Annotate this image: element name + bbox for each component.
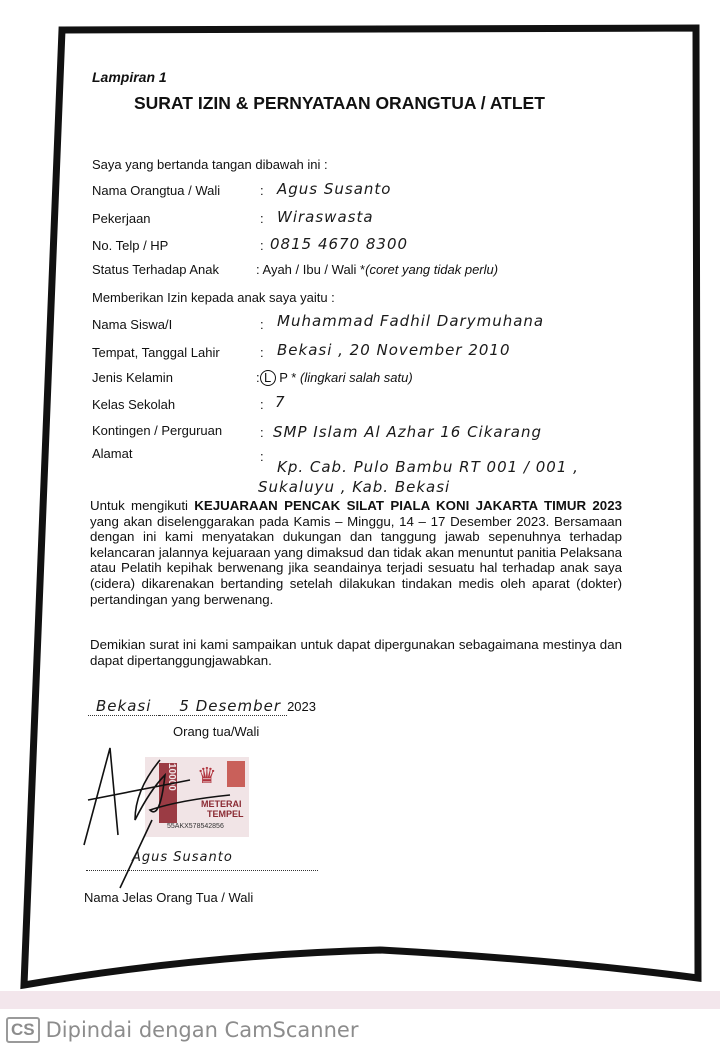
- appendix-label: Lampiran 1: [92, 69, 167, 85]
- class-value: 7: [275, 393, 286, 411]
- printed-name-handwritten: Agus Susanto: [132, 850, 233, 865]
- colon: :: [260, 449, 264, 464]
- date-line: [88, 697, 316, 715]
- field-label: Jenis Kelamin: [92, 370, 173, 385]
- name-line: [86, 852, 318, 871]
- date-year: 2023: [287, 699, 316, 714]
- colon: :: [260, 238, 264, 253]
- statement-lead: Untuk mengikuti: [90, 498, 195, 513]
- occupation-value: Wiraswasta: [277, 208, 374, 226]
- student-name-value: Muhammad Fadhil Darymuhana: [277, 312, 545, 330]
- colon: :: [260, 183, 264, 198]
- gender-circled: L: [260, 370, 276, 386]
- closing-paragraph: Demikian surat ini kami sampaikan untuk dapat dipergunakan sebagaimana mestinya dan dapat dipertanggungjawabkan.: [90, 637, 622, 668]
- camscanner-watermark: [6, 1017, 358, 1043]
- statement-body: yang akan diselenggarakan pada Kamis – Minggu, 14 – 17 Desember 2023. Bersamaan dengan ini kami menyatakan dukungan dan tanggung jawab sepenuhnya terhadap kelancaran jalannya kejuaraan yang dimaksud dan tidak akan menuntut panitia Pelaksana atau Pelatih kepihak berwenang jika seandainya terjadi sesuatu hal terhadap anak saya (cidera) dikarenakan bertanding setelah dilakukan tindakan medis oleh aparat (dokter) pertandingan yang berwenang.: [90, 513, 622, 607]
- field-label: Kontingen / Perguruan: [92, 423, 223, 438]
- colon: :: [260, 425, 264, 440]
- event-name: KEJUARAAN PENCAK SILAT PIALA KONI JAKARTA TIMUR 2023: [194, 498, 622, 513]
- contingent-value: SMP Islam Al Azhar 16 Cikarang: [273, 423, 542, 441]
- stamp-value: 10000: [159, 763, 177, 823]
- status-value: : Ayah / Ibu / Wali *(coret yang tidak perlu): [256, 262, 499, 277]
- stamp-subtitle: TEMPEL: [207, 809, 244, 819]
- gender-note: (lingkari salah satu): [299, 370, 413, 385]
- date-day-month: 5 Desember: [159, 697, 287, 716]
- date-place: Bekasi: [88, 697, 159, 716]
- stamp-title: METERAI: [201, 799, 242, 809]
- status-options: Ayah / Ibu / Wali *: [262, 262, 366, 277]
- parent-name-value: Agus Susanto: [277, 180, 392, 198]
- address-line1: Kp. Cab. Pulo Bambu RT 001 / 001 ,: [277, 458, 579, 476]
- intro-text: Saya yang bertanda tangan dibawah ini :: [92, 157, 328, 172]
- garuda-emblem-icon: ♛: [197, 763, 217, 788]
- address-line2: Sukaluyu , Kab. Bekasi: [258, 478, 451, 496]
- name-label: Nama Jelas Orang Tua / Wali: [84, 890, 254, 905]
- status-note: (coret yang tidak perlu): [365, 262, 499, 277]
- field-label: Alamat: [92, 446, 133, 461]
- field-label: Status Terhadap Anak: [92, 262, 219, 277]
- signer-role: Orang tua/Wali: [173, 724, 260, 739]
- birth-value: Bekasi , 20 November 2010: [277, 341, 511, 359]
- stamp-serial: 55AKX578542856: [167, 823, 224, 830]
- colon: :: [260, 317, 264, 332]
- gender-option: P *: [279, 370, 297, 385]
- phone-value: 0815 4670 8300: [270, 235, 409, 253]
- field-label: Nama Siswa/I: [92, 317, 173, 332]
- field-label: Kelas Sekolah: [92, 397, 176, 412]
- colon: :: [260, 345, 264, 360]
- document-title: SURAT IZIN & PERNYATAAN ORANGTUA / ATLET: [134, 93, 545, 113]
- field-label: Tempat, Tanggal Lahir: [92, 345, 220, 360]
- colon: :: [260, 211, 264, 226]
- colon: :: [260, 397, 264, 412]
- field-label: No. Telp / HP: [92, 238, 169, 253]
- statement-paragraph: [90, 498, 622, 607]
- gender-value: : L P * (lingkari salah satu): [256, 370, 413, 385]
- field-label: Pekerjaan: [92, 211, 151, 226]
- camscanner-logo-icon: CS: [6, 1017, 40, 1043]
- watermark-text: Dipindai dengan CamScanner: [45, 1018, 359, 1042]
- field-label: Nama Orangtua / Wali: [92, 183, 221, 198]
- intro-child-text: Memberikan Izin kepada anak saya yaitu :: [92, 290, 335, 305]
